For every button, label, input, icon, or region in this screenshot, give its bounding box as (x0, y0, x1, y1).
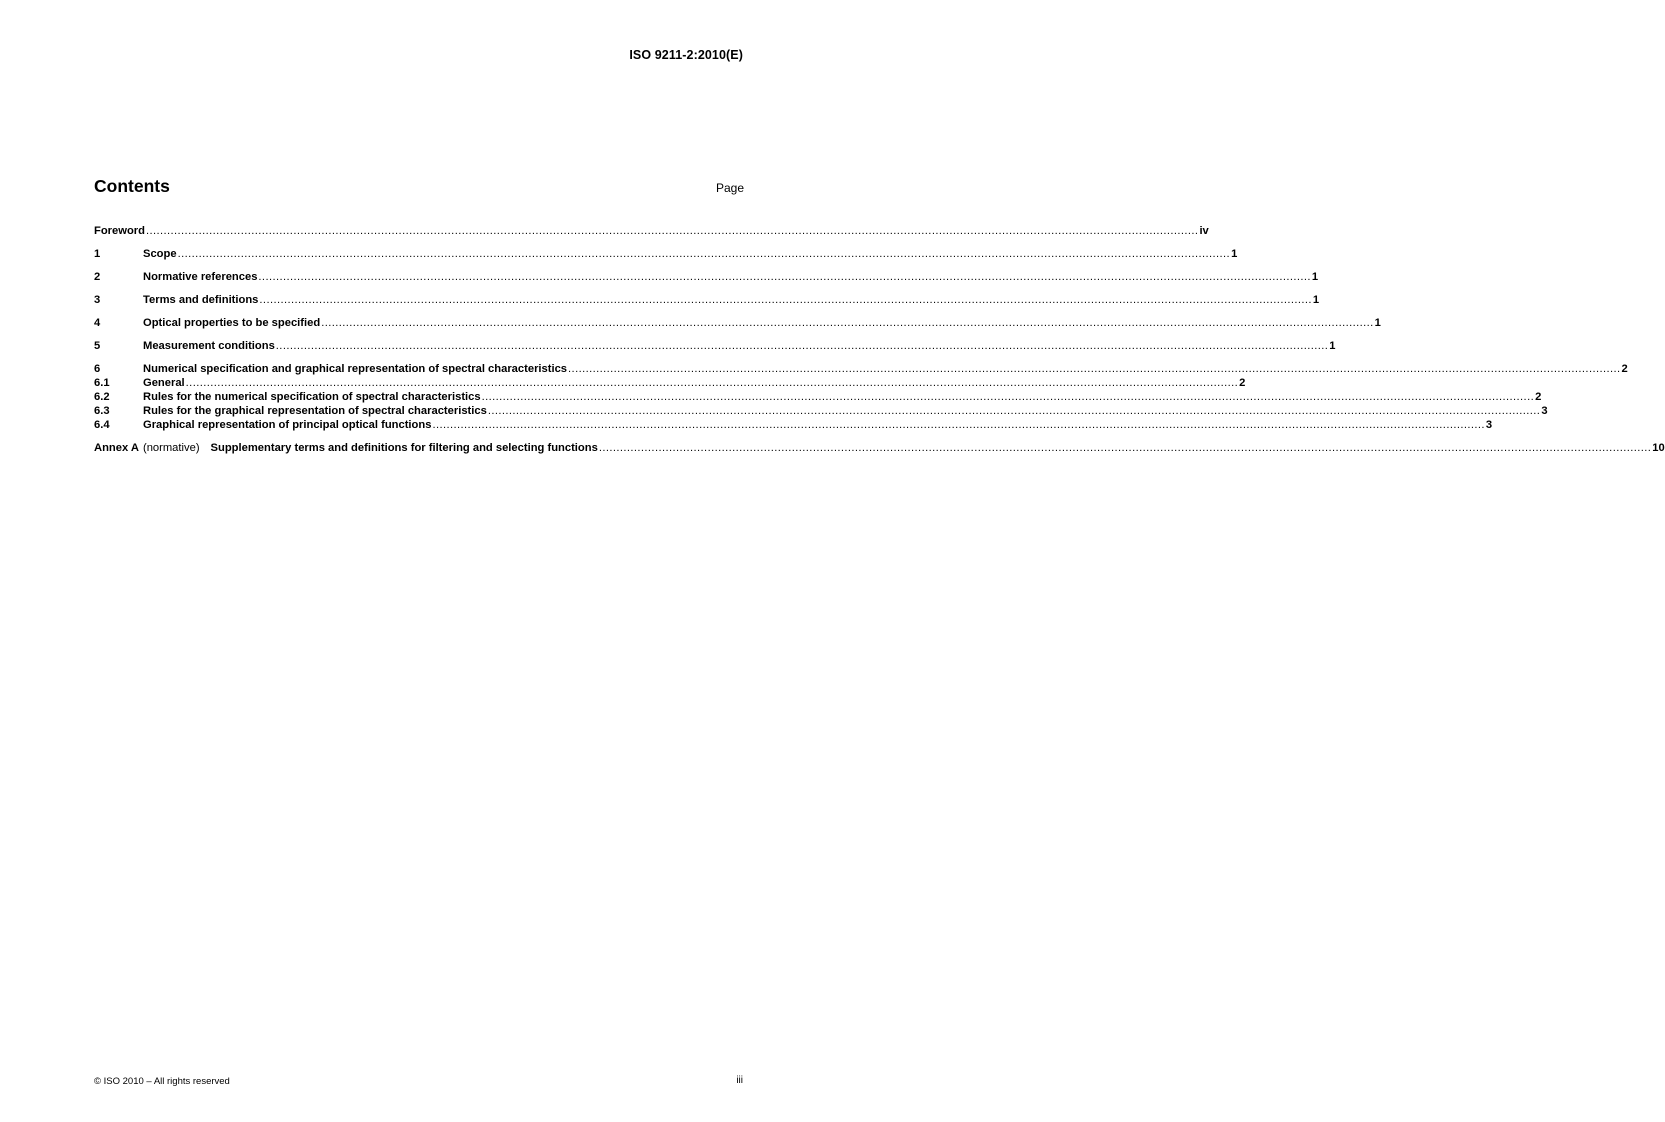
toc-entry-number: 2 (94, 271, 101, 283)
toc-entry-6-4[interactable] (94, 418, 1493, 432)
toc-entry-page: 1 (1311, 271, 1319, 283)
toc-leader-dots: ............................................................................................................................................................................................................................................................................................................ (321, 317, 1374, 329)
toc-entry-title: Normative references (143, 271, 258, 283)
toc-entry-title: General (143, 377, 185, 389)
toc-entry-page: 2 (1621, 363, 1628, 375)
toc-entry-page: 2 (1239, 377, 1246, 389)
toc-entry-title: Rules for the numerical specification of spectral characteristics (143, 391, 481, 403)
toc-entry-page: 1 (1329, 340, 1336, 352)
toc-entry-number: 3 (94, 294, 101, 306)
toc-entry-6[interactable] (94, 362, 1628, 376)
toc-entry-title: Optical properties to be specified (143, 317, 321, 329)
toc-leader-dots: ............................................................................................................................................................................................................................................................................................................ (598, 442, 1652, 454)
toc-leader-dots: ............................................................................................................................................................................................................................................................................................................ (259, 294, 1312, 306)
page-number: iii (736, 1075, 743, 1086)
table-of-contents (94, 224, 1665, 455)
toc-entry-foreword[interactable] (94, 224, 1209, 238)
toc-entry-title: Graphical representation of principal optical functions (143, 419, 432, 431)
toc-entry-title: Scope (143, 248, 177, 260)
toc-leader-dots: ............................................................................................................................................................................................................................................................................................................ (481, 391, 1535, 403)
contents-header (94, 176, 744, 197)
toc-entry-number: 6.3 (94, 405, 110, 417)
toc-entry-title: Numerical specification and graphical representation of spectral characteristics (143, 363, 568, 375)
annex-label: Annex A (94, 442, 139, 454)
toc-entry-6-3[interactable] (94, 404, 1548, 418)
toc-entry-page: 10 (1652, 442, 1665, 454)
contents-title: Contents (94, 176, 170, 196)
toc-entry-page: 2 (1535, 391, 1542, 403)
toc-entry-page: 1 (1312, 294, 1320, 306)
toc-entry-number: 6.1 (94, 377, 110, 389)
toc-entry-number: 6 (94, 363, 101, 375)
toc-entry-page: 3 (1541, 405, 1548, 417)
toc-leader-dots: ............................................................................................................................................................................................................................................................................................................ (275, 340, 1329, 352)
document-id: ISO 9211-2:2010(E) (629, 48, 743, 62)
toc-leader-dots: ............................................................................................................................................................................................................................................................................................................ (568, 363, 1621, 375)
toc-leader-dots: ............................................................................................................................................................................................................................................................................................................ (177, 248, 1231, 260)
toc-leader-dots: ............................................................................................................................................................................................................................................................................................................ (432, 419, 1485, 431)
toc-entry-3[interactable] (94, 293, 1320, 307)
toc-entry-page: iv (1199, 225, 1209, 237)
toc-entry-page: 1 (1374, 317, 1381, 329)
toc-entry-number: 6.4 (94, 419, 110, 431)
toc-leader-dots: ............................................................................................................................................................................................................................................................................................................ (487, 405, 1541, 417)
toc-entry-6-1[interactable] (94, 376, 1246, 390)
toc-entry-title: Foreword (94, 225, 145, 237)
toc-entry-title: Terms and definitions (143, 294, 259, 306)
annex-type: (normative) (142, 442, 200, 454)
toc-entry-annex-a[interactable] (94, 441, 1665, 455)
toc-entry-title: Measurement conditions (143, 340, 275, 352)
toc-entry-4[interactable] (94, 316, 1381, 330)
toc-leader-dots: ............................................................................................................................................................................................................................................................................................................ (258, 271, 1311, 283)
toc-leader-dots: ............................................................................................................................................................................................................................................................................................................ (145, 225, 1199, 237)
toc-entry-title: Rules for the graphical representation of spectral characteristics (143, 405, 487, 417)
toc-entry-6-2[interactable] (94, 390, 1542, 404)
page-column-label: Page (715, 181, 744, 195)
toc-entry-2[interactable] (94, 270, 1319, 284)
toc-entry-number: 4 (94, 317, 101, 329)
annex-title: Supplementary terms and definitions for filtering and selecting functions (210, 442, 598, 454)
toc-entry-page: 3 (1485, 419, 1493, 431)
toc-entry-page: 1 (1231, 248, 1238, 260)
toc-entry-number: 6.2 (94, 391, 110, 403)
copyright-notice: © ISO 2010 – All rights reserved (94, 1076, 230, 1087)
toc-entry-1[interactable] (94, 247, 1238, 261)
toc-entry-5[interactable] (94, 339, 1336, 353)
toc-leader-dots: ............................................................................................................................................................................................................................................................................................................ (185, 377, 1239, 389)
toc-entry-number: 1 (94, 248, 101, 260)
toc-entry-number: 5 (94, 340, 101, 352)
